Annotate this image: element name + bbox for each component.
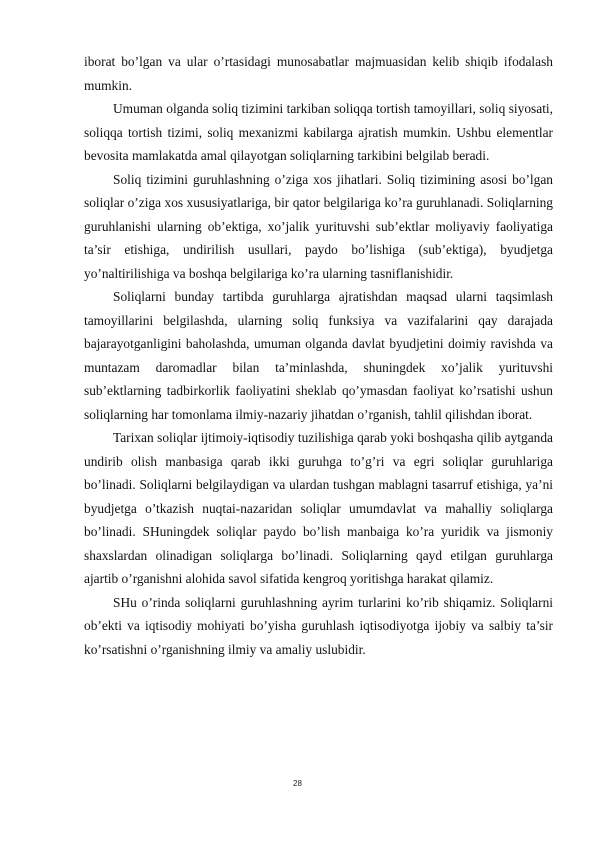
paragraph-tarixan-soliqlar: Tarixan soliqlar ijtimoiy-iqtisodiy tuzilishiga qarab yoki boshqasha qilib aytganda undirib olish manbasiga qarab ikki guruhga to’g’ri va egri soliqlar guruhlariga bo’linadi. Soliqlarni belgilaydigan va ulardan tushgan mablagni tasarruf etishiga, ya’ni byudjetga o’tkazish nuqtai-nazaridan soliqlar umumdavlat va mahalliy soliqlarga bo’linadi. SHuningdek soliqlar paydo bo’lish manbaiga ko’ra yuridik va jismoniy shaxslardan olinadigan soliqlarga bo’linadi. Soliqlarning qayd etilgan guruhlarga ajartib o’rganishni alohida savol sifatida kengroq yoritishga harakat qilamiz. xyxy=(84,430,553,586)
page-number: 28 xyxy=(293,779,302,788)
paragraph-guruhlash-jihatlari: Soliq tizimini guruhlashning o’ziga xos jihatlari. Soliq tizimining asosi bo’lgan soliqlar o’ziga xos xususiyatlariga, bir qator belgilariga ko’ra guruhlanadi. Soliqlarning guruhlanishi ularning ob’ektiga, xo’jalik yurituvshi sub’ektlar moliyaviy faoliyatiga ta’sir etishiga, undirilish usullari, paydo bo’lishiga (sub’ektiga), byudjetga yo’naltirilishiga va boshqa belgilariga ko’ra ularning tasniflanishidir. xyxy=(84,171,553,281)
body-text xyxy=(84,50,553,661)
paragraph-soliq-tizimi-tarkibi: Umuman olganda soliq tizimini tarkiban soliqqa tortish tamoyillari, soliq siyosati, soliqqa tortish tizimi, soliq mexanizmi kabilarga ajratish mumkin. Ushbu elementlar bevosita mamlakatda amal qilayotgan soliqlarning tarkibini belgilab beradi. xyxy=(84,101,553,163)
paragraph-guruhlash-maqsadi: Soliqlarni bunday tartibda guruhlarga ajratishdan maqsad ularni taqsimlash tamoyillarini belgilashda, ularning soliq funksiya va vazifalarini qay darajada bajarayotganligini baholashda, umuman olganda davlat byudjetini doimiy ravishda va muntazam daromadlar bilan ta’minlashda, shuningdek xo’jalik yurituvshi sub’ektlarning tadbirkorlik faoliyatini sheklab qo’ymasdan faoliyat ko’rsatishi ushun soliqlarning har tomonlama ilmiy-nazariy jihatdan o’rganish, tahlil qilishdan iborat. xyxy=(84,289,553,422)
paragraph-continuation: iborat bo’lgan va ular o’rtasidagi munosabatlar majmuasidan kelib shiqib ifodalash mumkin. xyxy=(84,54,553,93)
paragraph-guruhlash-turlari: SHu o’rinda soliqlarni guruhlashning ayrim turlarini ko’rib shiqamiz. Soliqlarni ob’ekti va iqtisodiy mohiyati bo’yisha guruhlash iqtisodiyotga ijobiy va salbiy ta’sir ko’rsatishni o’rganishning ilmiy va amaliy uslubidir. xyxy=(84,594,553,657)
